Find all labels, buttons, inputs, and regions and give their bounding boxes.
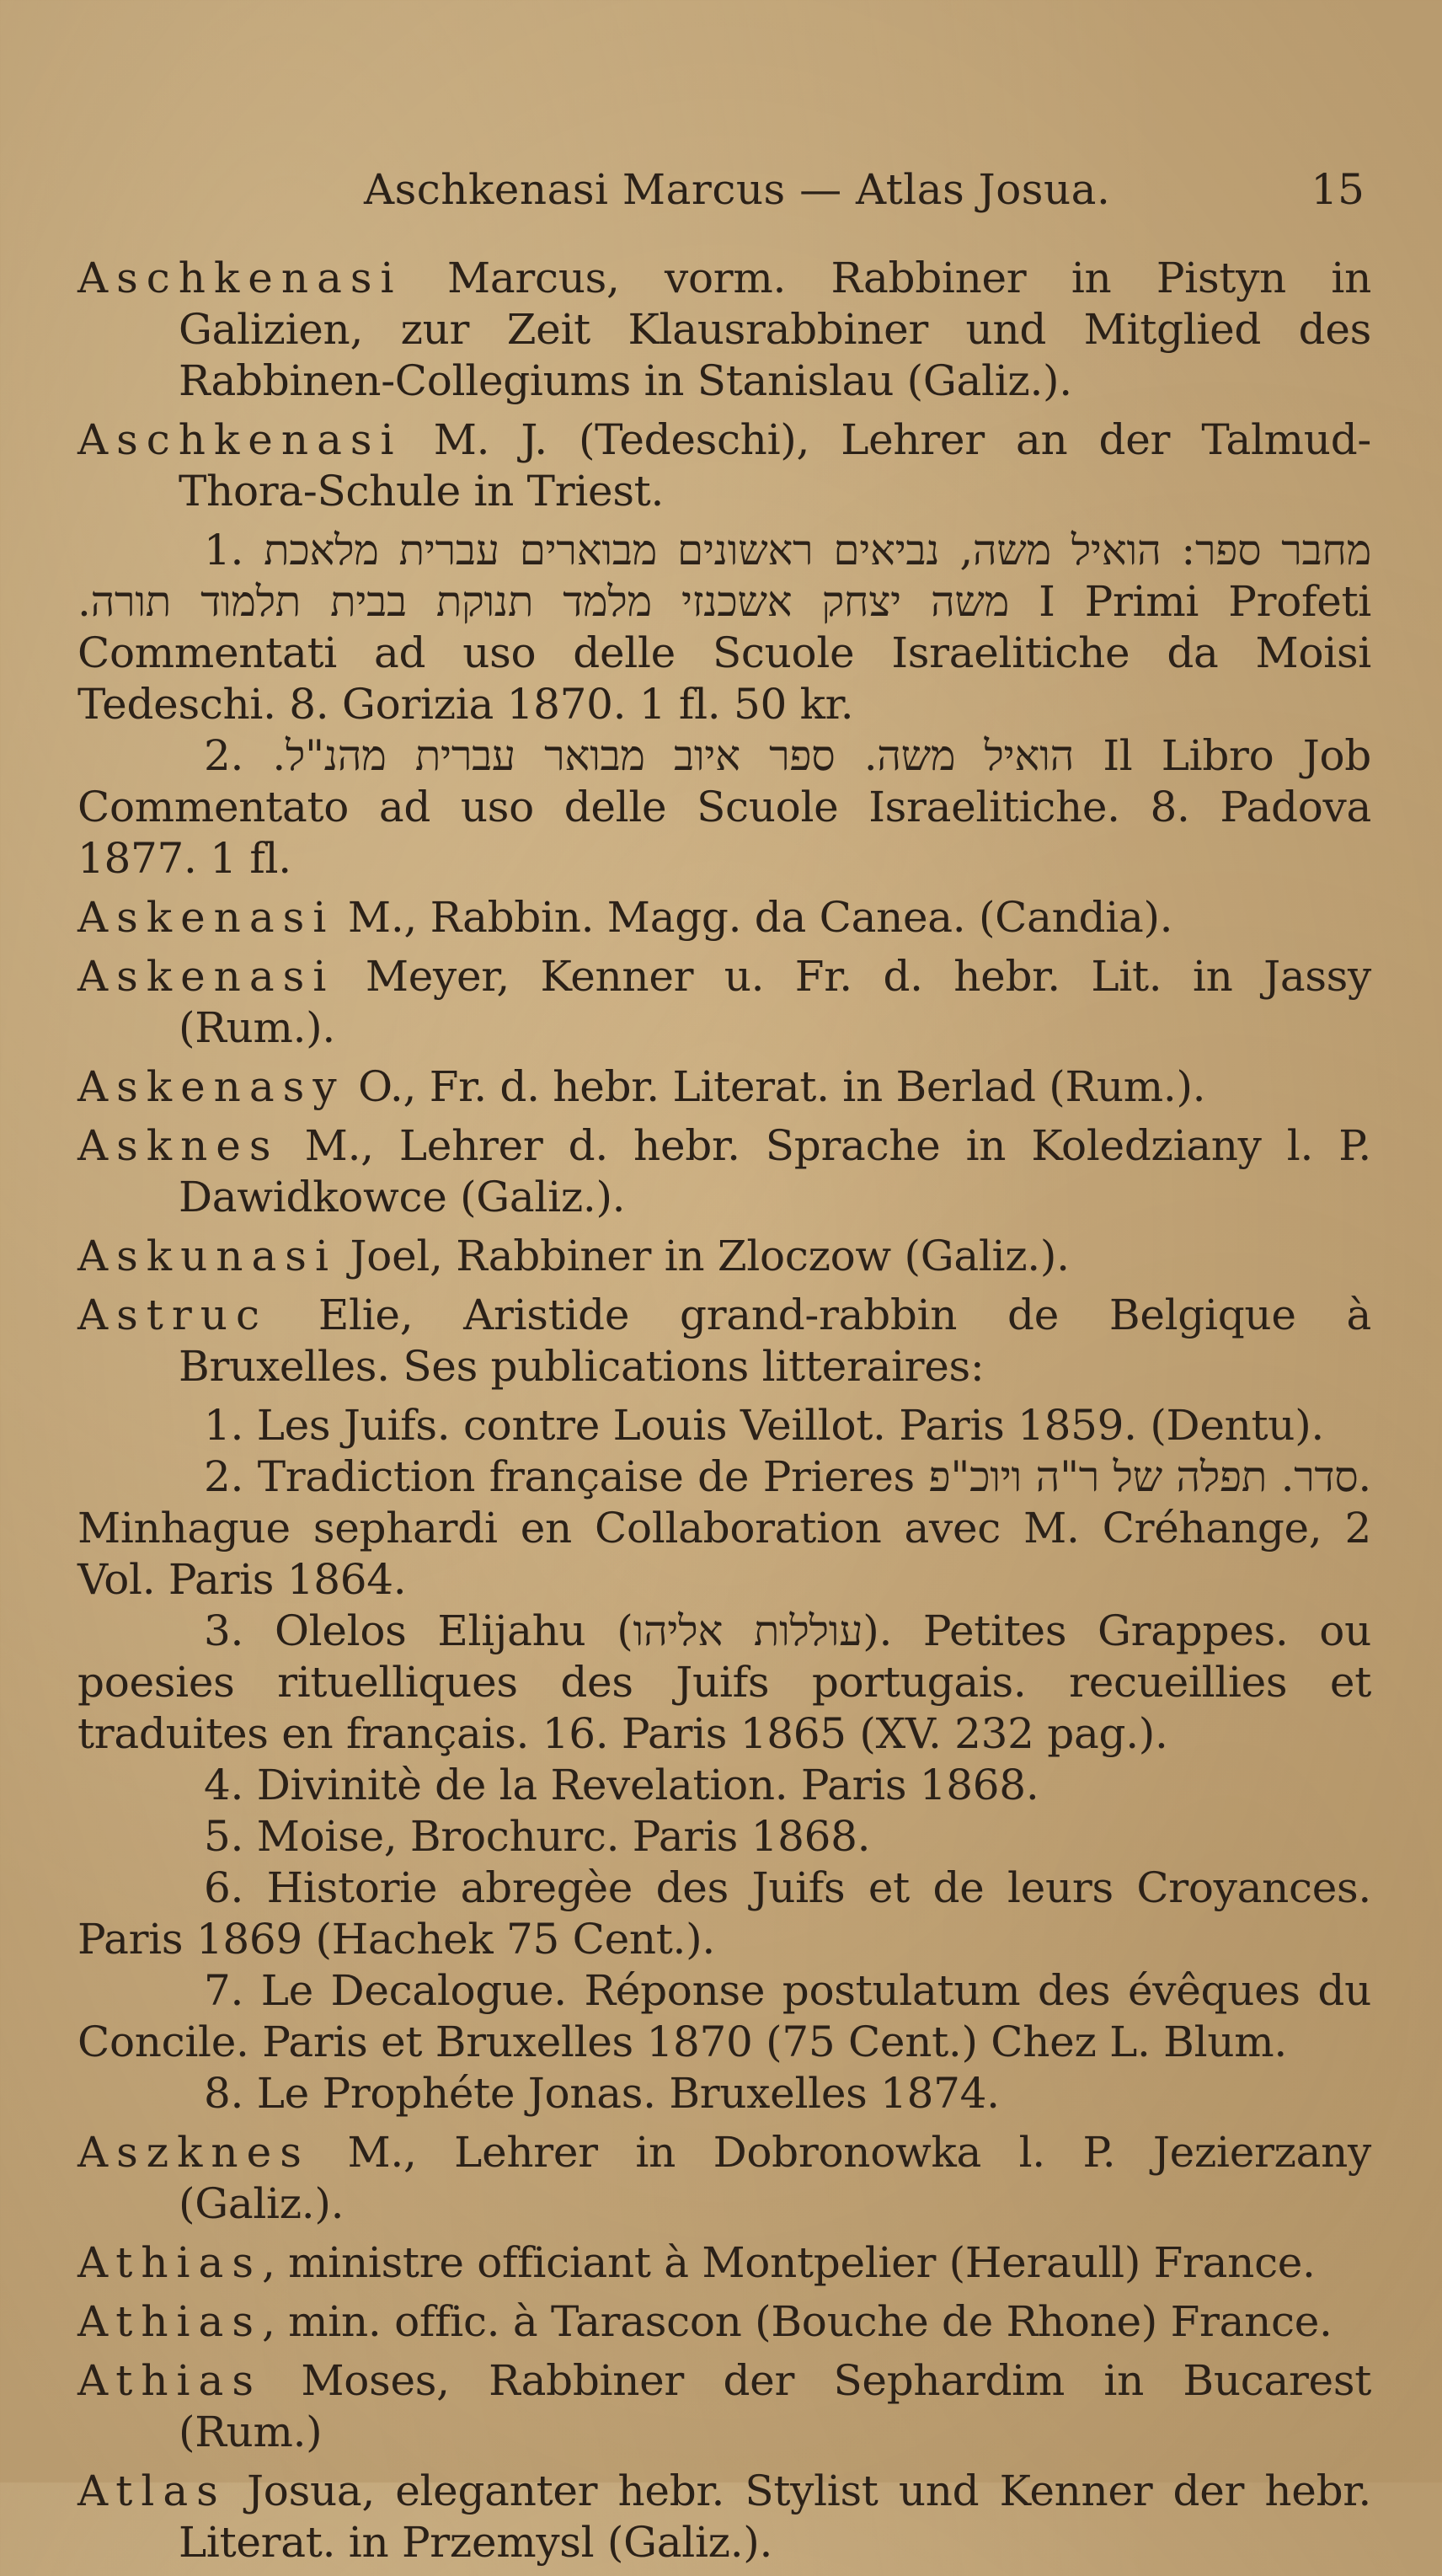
work-item [77,1451,1371,1606]
entry-text: Josua, eleganter hebr. Stylist und Kenner der hebr. Literat. in Przemysl (Galiz.). [179,2466,1371,2567]
entry-text: Marcus, vorm. Rabbiner in Pistyn in Galizien, zur Zeit Klausrabbiner und Mitglied des Rabbinen-Collegiums in Stanislau (Galiz.). [179,254,1371,405]
entry-askenasi-meyer [77,951,1371,1054]
entry-text: M. J. (Tedeschi), Lehrer an der Talmud-Thora-Schule in Triest. [179,415,1371,516]
entry-name: Atlas [77,2466,227,2515]
work-number: 5. [204,1812,244,1861]
entry-text: Elie, Aristide grand-rabbin de Belgique à Bruxelles. Ses publications litteraires: [179,1291,1371,1391]
page-number: 15 [1311,165,1365,214]
work-item [77,1400,1371,1451]
entry-text: M., Lehrer in Dobronowka l. P. Jezierzany (Galiz.). [179,2128,1371,2228]
entry-aschkenasi-marcus [77,253,1371,407]
work-number: 2. [204,1452,244,1501]
entry-astruc [77,1290,1371,1392]
work-text: Olelos Elijahu (עוללות אליהו). Petites Grappes. ou poesies rituelliques des Juifs portugais. recueillies et traduites en français. 16. Paris 1865 (XV. 232 pag.). [77,1606,1371,1758]
entry-name: Astruc [77,1291,268,1339]
work-item [77,730,1371,884]
work-text: Il Libro Job Commentato ad uso delle Scuole Israelitiche. 8. Padova 1877. 1 fl. [77,731,1371,883]
entry-aschkenasi-mj [77,414,1371,517]
entry-aszknes [77,2127,1371,2230]
entry-name: Athias [77,2297,262,2346]
entry-name: Athias [77,2238,262,2287]
entry-askunasi [77,1231,1371,1282]
work-item [77,1863,1371,1965]
work-item [77,1965,1371,2068]
work-text: Le Decalogue. Réponse postulatum des évêques du Concile. Paris et Bruxelles 1870 (75 Cent.) Chez L. Blum. [77,1966,1371,2066]
work-text: Tradiction française de Prieres סדר. תפלה של ר"ה ויוכ"פ. Minhague sephardi en Collaboration avec M. Créhange, 2 Vol. Paris 1864. [77,1452,1371,1604]
entry-atlas [77,2466,1371,2568]
entry-askenasy [77,1061,1371,1113]
entries-list [77,253,1371,2576]
entry-name: Asknes [77,1121,280,1170]
work-hebrew-title: מחבר ספר: הואיל משה, נביאים ראשונים מבוארים עברית מלאכת משה יצחק אשכנזי מלמד תנוקת בבית תלמוד תורה. [77,526,1371,626]
work-number: 7. [204,1966,244,2015]
work-text: Les Juifs. contre Louis Veillot. Paris 1859. (Dentu). [243,1401,1325,1450]
entry-text: Joel, Rabbiner in Zloczow (Galiz.). [336,1232,1070,1280]
work-number: 4. [204,1761,244,1809]
entry-name: Askunasi [77,1232,337,1280]
entry-askenasi-m [77,892,1371,943]
entry-name: Aschkenasi [77,254,403,302]
work-text: Divinitè de la Revelation. Paris 1868. [243,1761,1039,1809]
work-number: 8. [204,2069,244,2118]
entry-text: O., Fr. d. hebr. Literat. in Berlad (Rum.). [344,1062,1206,1111]
entry-athias-montpelier [77,2237,1371,2289]
work-item [77,1811,1371,1863]
work-item [77,525,1371,730]
work-item [77,2068,1371,2119]
entry-text: M., Rabbin. Magg. da Canea. (Candia). [334,893,1173,942]
entry-name: Aschkenasi [77,415,403,464]
entry-name: Askenasy [77,1062,345,1111]
entry-text: Meyer, Kenner u. Fr. d. hebr. Lit. in Jassy (Rum.). [179,952,1371,1052]
entry-athias-moses [77,2355,1371,2458]
work-number: 1. [204,1401,244,1450]
work-number: 2. [204,731,244,780]
entry-name: Askenasi [77,893,335,942]
entry-name: Askenasi [77,952,335,1001]
work-item [77,1760,1371,1811]
entry-asknes [77,1120,1371,1223]
work-number: 1. [204,526,244,575]
work-text: Le Prophéte Jonas. Bruxelles 1874. [243,2069,1000,2118]
entry-text: , ministre officiant à Montpelier (Heraull) France. [261,2238,1316,2287]
work-number: 6. [204,1863,244,1912]
work-text: I Primi Profeti Commentati ad uso delle Scuole Israelitiche da Moisi Tedeschi. 8. Gorizia 1870. 1 fl. 50 kr. [77,577,1371,729]
entry-name: Athias [77,2356,262,2405]
running-head [77,160,1365,219]
work-text: Moise, Brochurc. Paris 1868. [243,1812,871,1861]
entry-text: , min. offic. à Tarascon (Bouche de Rhone) France. [261,2297,1333,2346]
work-text: Historie abregèe des Juifs et de leurs Croyances. Paris 1869 (Hachek 75 Cent.). [77,1863,1371,1964]
entry-text: M., Lehrer d. hebr. Sprache in Koledziany l. P. Dawidkowce (Galiz.). [179,1121,1371,1221]
running-head-title: Aschkenasi Marcus — Atlas Josua. [364,165,1111,214]
work-number: 3. [204,1606,244,1655]
work-hebrew-title: הואיל משה. ספר איוב מבואר עברית מהנ"ל. [272,731,1075,780]
entry-athias-tarascon [77,2296,1371,2348]
work-item [77,1606,1371,1760]
entry-name: Aszknes [77,2128,310,2177]
entry-text: Moses, Rabbiner der Sephardim in Bucarest (Rum.) [179,2356,1371,2456]
